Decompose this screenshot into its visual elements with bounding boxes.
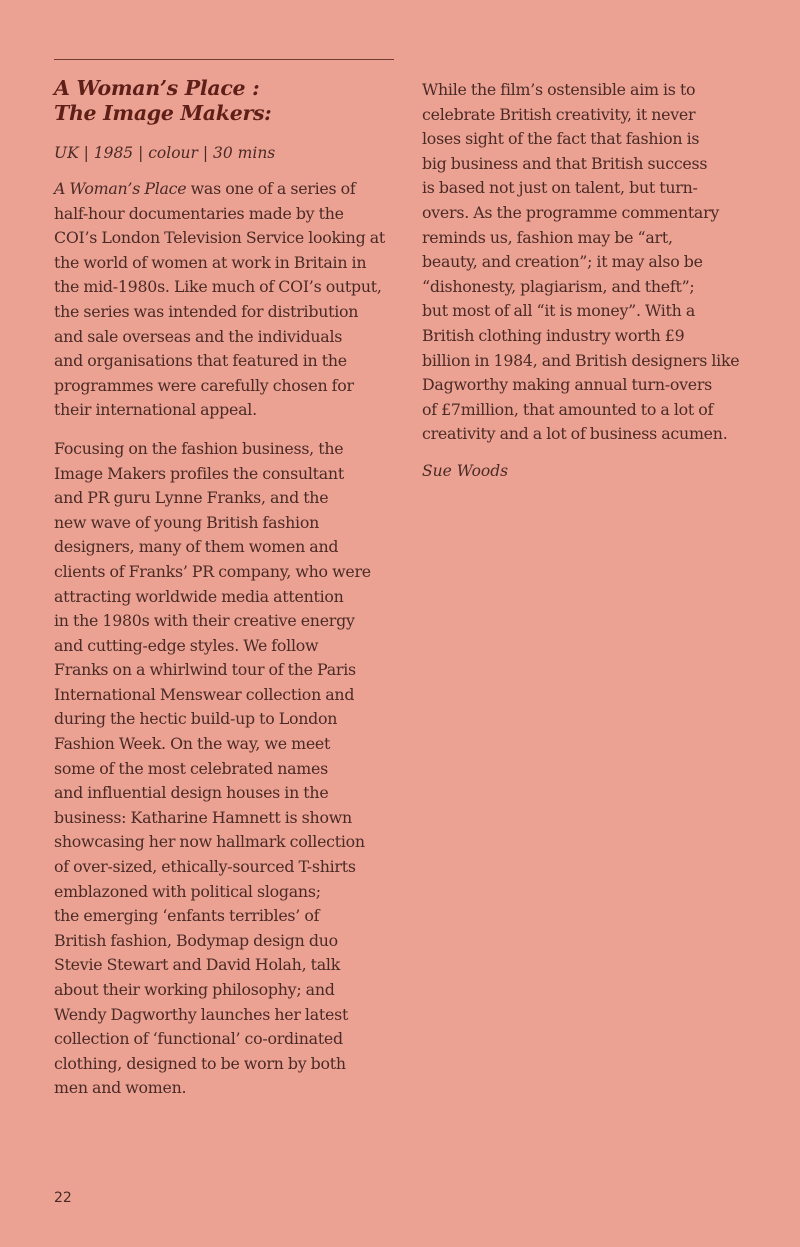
- paragraph-3-line: While the film’s ostensible aim is to: [422, 80, 696, 99]
- paragraph-3-line: reminds us, fashion may be “art,: [422, 227, 673, 247]
- paragraph-2-line: Focusing on the fashion business, the: [54, 438, 344, 458]
- right-column: [422, 78, 770, 483]
- left-column: [54, 76, 398, 1101]
- film-title-italic: A Woman’s Place: [54, 179, 187, 198]
- paragraph-2-line: collection of ‘functional’ co-ordinated: [54, 1029, 343, 1049]
- paragraph-2-line: Stevie Stewart and David Holah, talk: [54, 955, 341, 975]
- paragraph-3-line: celebrate British creativity, it never: [422, 104, 696, 124]
- paragraph-2-line: attracting worldwide media attention: [54, 586, 344, 606]
- paragraph-2-line: British fashion, Bodymap design duo: [54, 930, 338, 950]
- paragraph-2-line: emblazoned with political slogans;: [54, 881, 321, 901]
- paragraph-2-line: new wave of young British fashion: [54, 512, 320, 532]
- paragraph-2-line: and PR guru Lynne Franks, and the: [54, 488, 329, 508]
- paragraph-2: [54, 437, 398, 1101]
- author-byline: Sue Woods: [422, 461, 509, 480]
- paragraph-2-line: Wendy Dagworthy launches her latest: [54, 1004, 349, 1024]
- paragraph-2-line: in the 1980s with their creative energy: [54, 611, 355, 631]
- paragraph-3-line: British clothing industry worth £9: [422, 325, 685, 345]
- paragraph-3-line: “dishonesty, plagiarism, and theft”;: [422, 276, 695, 296]
- paragraph-2-line: some of the most celebrated names: [54, 758, 328, 778]
- paragraph-1-line: the world of women at work in Britain in: [54, 252, 367, 272]
- paragraph-3-line: beauty, and creation”; it may also be: [422, 252, 703, 272]
- paragraph-1-line: programmes were carefully chosen for: [54, 375, 354, 395]
- paragraph-3-line: of £7million, that amounted to a lot of: [422, 399, 714, 419]
- paragraph-2-line: International Menswear collection and: [54, 684, 355, 704]
- paragraph-2-line: clients of Franks’ PR company, who were: [54, 561, 371, 581]
- paragraph-1-line: the series was intended for distribution: [54, 301, 359, 321]
- paragraph-2-line: and influential design houses in the: [54, 783, 329, 803]
- paragraph-2-line: Fashion Week. On the way, we meet: [54, 734, 331, 754]
- paragraph-1-line: the mid-1980s. Like much of COI’s output,: [54, 277, 382, 297]
- paragraph-2-line: Franks on a whirlwind tour of the Paris: [54, 660, 356, 680]
- paragraph-3-line: billion in 1984, and British designers like: [422, 350, 740, 370]
- paragraph-1: [54, 177, 398, 423]
- paragraph-3: [422, 78, 770, 447]
- paragraph-2-line: of over-sized, ethically-sourced T-shirts: [54, 857, 356, 877]
- paragraph-2-line: during the hectic build-up to London: [54, 709, 338, 729]
- paragraph-2-line: and cutting-edge styles. We follow: [54, 635, 319, 655]
- paragraph-1-line: and organisations that featured in the: [54, 351, 347, 371]
- paragraph-2-line: about their working philosophy; and: [54, 980, 335, 999]
- paragraph-3-line: is based not just on talent, but turn-: [422, 178, 698, 198]
- page-number: 22: [54, 1190, 72, 1206]
- paragraph-1-line: their international appeal.: [54, 400, 257, 420]
- paragraph-1-line: A Woman’s Place was one of a series of: [54, 179, 356, 198]
- paragraph-2-line: business: Katharine Hamnett is shown: [54, 807, 352, 827]
- paragraph-3-line: loses sight of the fact that fashion is: [422, 129, 700, 149]
- paragraph-2-line: clothing, designed to be worn by both: [54, 1053, 346, 1073]
- article-title: [54, 76, 398, 125]
- title-line-2: The Image Makers:: [54, 100, 272, 125]
- paragraph-3-line: big business and that British success: [422, 153, 708, 173]
- paragraph-2-line: showcasing her now hallmark collection: [54, 832, 365, 852]
- paragraph-1-line: COI’s London Television Service looking at: [54, 228, 386, 248]
- paragraph-3-line: creativity and a lot of business acumen.: [422, 424, 728, 444]
- film-meta: UK | 1985 | colour | 30 mins: [54, 144, 276, 162]
- title-line-1: A Woman’s Place :: [54, 76, 260, 100]
- paragraph-2-line: men and women.: [54, 1078, 187, 1098]
- paragraph-2-line: designers, many of them women and: [54, 537, 339, 557]
- paragraph-3-line: but most of all “it is money”. With a: [422, 301, 695, 321]
- top-rule: [54, 59, 394, 60]
- paragraph-3-line: overs. As the programme commentary: [422, 202, 720, 222]
- paragraph-3-line: Dagworthy making annual turn-overs: [422, 375, 713, 395]
- paragraph-2-line: Image Makers profiles the consultant: [54, 463, 344, 483]
- paragraph-1-line: half-hour documentaries made by the: [54, 203, 344, 223]
- paragraph-2-line: the emerging ‘enfants terribles’ of: [54, 906, 320, 926]
- paragraph-1-line: and sale overseas and the individuals: [54, 326, 343, 346]
